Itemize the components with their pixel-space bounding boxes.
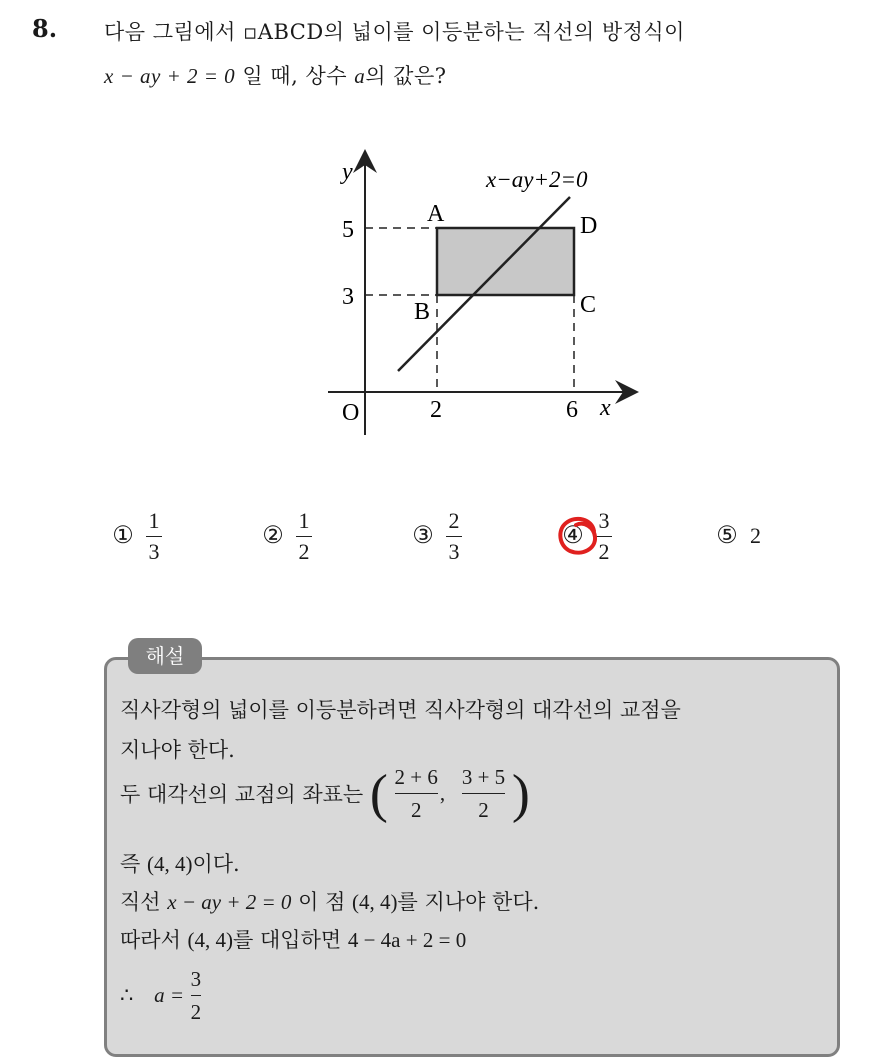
coordinate-graph bbox=[320, 145, 650, 445]
l6-mid: 를 대입하면 bbox=[233, 928, 342, 952]
l7-lhs: a = bbox=[154, 983, 184, 1007]
choice-5[interactable] bbox=[716, 505, 761, 567]
l5-point: (4, 4) bbox=[352, 890, 398, 914]
l7-num: 3 bbox=[190, 967, 202, 991]
choice-3-num: 2 bbox=[448, 507, 460, 533]
solution-line-1: 직사각형의 넓이를 이등분하려면 직사각형의 대각선의 교점을 bbox=[120, 698, 681, 722]
line-label: x−ay+2=0 bbox=[486, 167, 588, 192]
choice-2-num: 1 bbox=[298, 507, 310, 533]
fraction-x bbox=[395, 764, 438, 823]
y-tick-5: 5 bbox=[342, 217, 354, 243]
choice-1-fraction bbox=[146, 508, 162, 565]
choice-5-value: 2 bbox=[750, 523, 761, 548]
fraction-y bbox=[462, 764, 505, 823]
l6-point: (4, 4) bbox=[187, 928, 234, 952]
x-tick-2: 2 bbox=[430, 397, 442, 423]
line-equation: x − ay + 2 = 0 bbox=[104, 64, 236, 88]
origin-label: O bbox=[342, 400, 360, 426]
close-paren: ) bbox=[511, 763, 530, 824]
l4-point: (4, 4) bbox=[146, 852, 193, 876]
choice-2-den: 2 bbox=[298, 538, 310, 564]
question-text: 일 때, 상수 bbox=[242, 64, 348, 88]
open-paren: ( bbox=[369, 763, 388, 824]
comma: , bbox=[439, 781, 446, 805]
l5-post: 를 지나야 한다. bbox=[397, 890, 540, 914]
solution-tag: 해설 bbox=[128, 638, 202, 674]
choice-1-mark: ① bbox=[112, 523, 134, 549]
answer-choices bbox=[0, 505, 884, 575]
choice-3-mark: ③ bbox=[412, 523, 434, 549]
y-tick-3: 3 bbox=[342, 284, 354, 310]
fraction-x-num: 2 + 6 bbox=[394, 765, 438, 789]
choice-4-mark: ④ bbox=[562, 523, 584, 549]
l5-mid: 이 점 bbox=[298, 890, 346, 914]
fraction-y-den: 2 bbox=[478, 798, 489, 822]
choice-2[interactable] bbox=[262, 505, 312, 567]
point-d-label: D bbox=[580, 213, 598, 239]
l6-pre: 따라서 bbox=[120, 928, 181, 952]
l7-den: 2 bbox=[190, 1000, 202, 1024]
constant-a: a bbox=[354, 64, 366, 88]
choice-5-mark: ⑤ bbox=[716, 523, 738, 549]
l6-equation: 4 − 4a + 2 = 0 bbox=[347, 928, 467, 952]
choice-4-num: 3 bbox=[598, 507, 610, 533]
question-number: 8. bbox=[32, 14, 58, 43]
choice-1-num: 1 bbox=[148, 507, 160, 533]
fraction-x-den: 2 bbox=[410, 798, 422, 822]
solution-line-4 bbox=[120, 848, 240, 878]
question-line-1: 다음 그림에서 ▫ABCD의 넓이를 이등분하는 직선의 방정식이 bbox=[104, 20, 685, 44]
choice-1-den: 3 bbox=[148, 538, 160, 564]
l5-pre: 직선 bbox=[120, 890, 161, 914]
fraction-y-num: 3 + 5 bbox=[461, 765, 506, 789]
l4-pre: 즉 bbox=[120, 852, 141, 876]
choice-1[interactable] bbox=[112, 505, 162, 567]
l4-post: 이다. bbox=[192, 852, 240, 876]
solution-line-7 bbox=[120, 966, 201, 1025]
point-c-label: C bbox=[580, 292, 597, 318]
choice-2-fraction bbox=[296, 508, 312, 565]
selected-answer-circle-icon bbox=[554, 511, 604, 561]
choice-3[interactable] bbox=[412, 505, 462, 567]
intersection-text: 두 대각선의 교점의 좌표는 bbox=[120, 782, 364, 807]
x-tick-6: 6 bbox=[566, 397, 578, 423]
solution-line-2: 지나야 한다. bbox=[120, 738, 235, 762]
question-end: 의 값은? bbox=[365, 64, 447, 88]
therefore-symbol: ∴ bbox=[120, 983, 134, 1007]
y-axis-label: y bbox=[342, 159, 353, 185]
choice-4-den: 2 bbox=[598, 538, 610, 564]
solution-line-3 bbox=[120, 764, 530, 823]
l5-equation: x − ay + 2 = 0 bbox=[167, 890, 292, 914]
choice-3-fraction bbox=[446, 508, 462, 565]
point-a-label: A bbox=[427, 201, 445, 227]
solution-line-6 bbox=[120, 924, 466, 954]
choice-4[interactable] bbox=[562, 505, 612, 567]
point-b-label: B bbox=[414, 299, 431, 325]
l7-fraction bbox=[191, 966, 202, 1025]
solution-line-5 bbox=[120, 886, 539, 916]
question-line-2 bbox=[104, 60, 447, 90]
x-axis-label: x bbox=[600, 395, 611, 421]
choice-3-den: 3 bbox=[448, 538, 460, 564]
choice-2-mark: ② bbox=[262, 523, 284, 549]
